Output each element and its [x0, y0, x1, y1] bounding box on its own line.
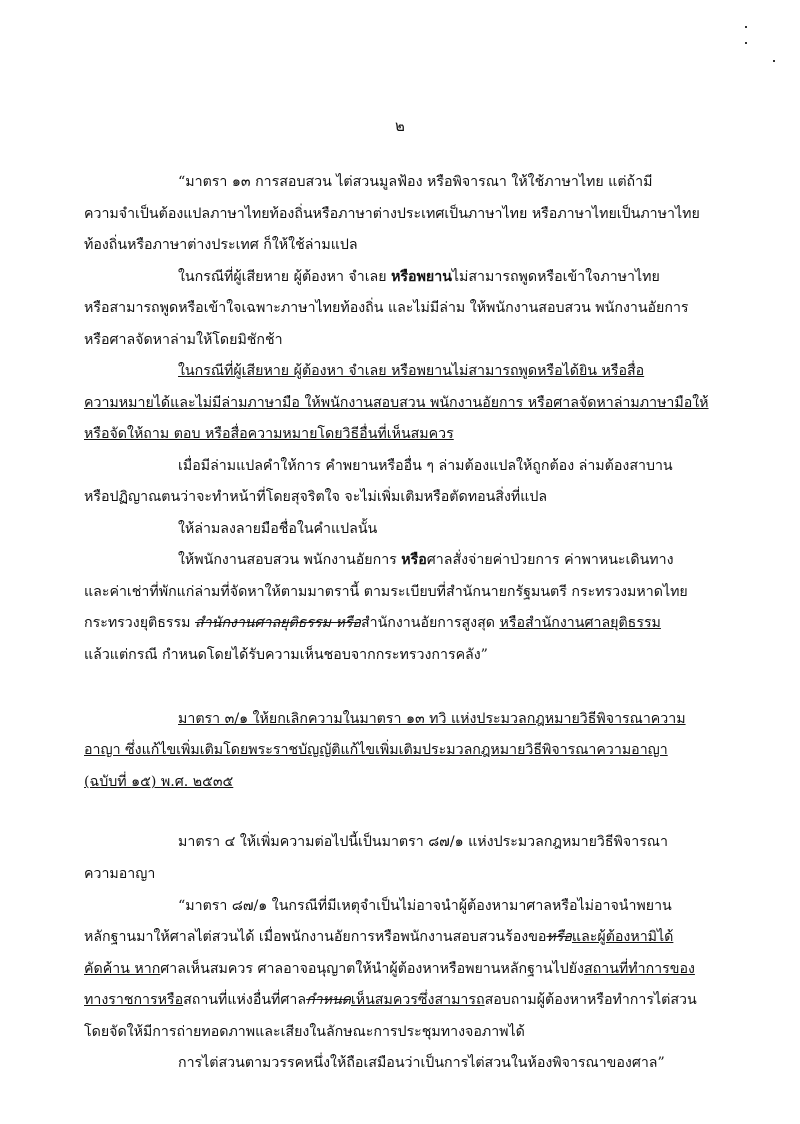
- text-segment: แล้วแต่กรณี กำหนดโดยได้รับความเห็นชอบจากกระทรวงการคลัง”: [84, 647, 488, 663]
- text-line: [178, 456, 673, 476]
- text-line: [178, 267, 660, 287]
- text-segment: ในกรณีที่ผู้เสียหาย ผู้ต้องหา จำเลย: [178, 269, 392, 285]
- text-line: [178, 361, 644, 381]
- text-line: [84, 487, 547, 507]
- scan-speck: [773, 60, 775, 62]
- text-line: [178, 709, 686, 729]
- text-segment: อาญา ซึ่งแก้ไขเพิ่มเติมโดยพระราชบัญญัติแก้ไขเพิ่มเติมประมวลกฎหมายวิธีพิจารณาความอาญา: [84, 742, 668, 758]
- text-segment: มาตรา ๔ ให้เพิ่มความต่อไปนี้เป็นมาตรา ๘๗/๑ แห่งประมวลกฎหมายวิธีพิจารณา: [178, 834, 668, 850]
- text-segment: ให้ล่ามลงลายมือชื่อในคำแปลนั้น: [178, 521, 378, 537]
- text-segment: สำนักงานอัยการสูงสุด: [360, 615, 500, 631]
- text-line: [178, 896, 672, 916]
- scan-speck: [745, 42, 747, 44]
- page-number: ๒: [395, 117, 405, 135]
- text-line: [84, 990, 697, 1010]
- text-segment: ความจำเป็นต้องแปลภาษาไทยท้องถิ่นหรือภาษาต่างประเทศเป็นภาษาไทย หรือภาษาไทยเป็นภาษาไทย: [84, 206, 700, 222]
- text-segment: หรือสำนักงานศาลยุติธรรม: [499, 615, 661, 631]
- text-segment: การไต่สวนตามวรรคหนึ่งให้ถือเสมือนว่าเป็นการไต่สวนในห้องพิจารณาของศาล”: [178, 1055, 665, 1071]
- text-line: [84, 235, 358, 255]
- text-segment: สอบถามผู้ต้องหาหรือทำการไต่สวน: [484, 992, 697, 1008]
- text-segment: (ฉบับที่ ๑๕) พ.ศ. ๒๕๓๕: [84, 774, 234, 790]
- text-segment: ไม่สามารถพูดหรือเข้าใจภาษาไทย: [451, 269, 660, 285]
- text-line: [84, 645, 488, 665]
- text-segment: กำหนด: [306, 992, 351, 1008]
- text-line: [84, 959, 695, 979]
- text-segment: กระทรวงยุติธรรม: [84, 615, 195, 631]
- text-segment: หลักฐานมาให้ศาลไต่สวนได้ เมื่อพนักงานอัยการหรือพนักงานสอบสวนร้องขอ: [84, 929, 547, 945]
- text-line: [178, 1053, 665, 1073]
- text-segment: หรือศาลจัดหาล่ามให้โดยมิชักช้า: [84, 332, 283, 348]
- text-segment: ความอาญา: [84, 866, 156, 882]
- text-line: [178, 550, 674, 570]
- text-segment: ทางราชการหรือ: [84, 992, 184, 1008]
- text-segment: ศาลเห็นสมควร ศาลอาจอนุญาตให้นำผู้ต้องหาหรือพยานหลักฐานไปยัง: [160, 961, 584, 977]
- text-segment: ในกรณีที่ผู้เสียหาย ผู้ต้องหา จำเลย หรือพยานไม่สามารถพูดหรือได้ยิน หรือสื่อ: [178, 363, 645, 379]
- text-line: [84, 424, 454, 444]
- text-segment: มาตรา ๓/๑ ให้ยกเลิกความในมาตรา ๑๓ ทวิ แห่งประมวลกฎหมายวิธีพิจารณาความ: [178, 711, 686, 727]
- text-segment: สำนักงานศาลยุติธรรม หรือ: [195, 615, 361, 631]
- text-segment: และค่าเช่าที่พักแก่ล่ามที่จัดหาให้ตามมาตรานี้ ตามระเบียบที่สำนักนายกรัฐมนตรี กระทรวงมหาดไทย: [84, 584, 688, 600]
- text-line: [84, 1022, 525, 1042]
- text-segment: คัดค้าน หาก: [84, 961, 161, 977]
- text-line: [178, 172, 652, 192]
- text-segment: หรือสามารถพูดหรือเข้าใจเฉพาะภาษาไทยท้องถิ่น และไม่มีล่าม ให้พนักงานสอบสวน พนักงานอัยการ: [84, 300, 689, 316]
- text-line: [178, 832, 668, 852]
- text-line: [84, 298, 689, 318]
- text-line: [84, 927, 673, 947]
- text-segment: สถานที่แห่งอื่นที่ศาล: [183, 992, 307, 1008]
- text-segment: ท้องถิ่นหรือภาษาต่างประเทศ ก็ให้ใช้ล่ามแปล: [84, 237, 358, 253]
- text-segment: หรือพยาน: [391, 269, 452, 285]
- text-segment: เมื่อมีล่ามแปลคำให้การ คำพยานหรืออื่น ๆ ล่ามต้องแปลให้ถูกต้อง ล่ามต้องสาบาน: [178, 458, 673, 474]
- text-segment: สถานที่ทำการของ: [583, 961, 695, 977]
- text-segment: หรือปฏิญาณตนว่าจะทำหน้าที่โดยสุจริตใจ จะไม่เพิ่มเติมหรือตัดทอนสิ่งที่แปล: [84, 489, 548, 505]
- text-segment: “มาตรา ๑๓ การสอบสวน ไต่สวนมูลฟ้อง หรือพิจารณา ให้ใช้ภาษาไทย แต่ถ้ามี: [178, 174, 653, 190]
- text-segment: เห็นสมควรซึ่งสามารถ: [350, 992, 485, 1008]
- text-line: [84, 613, 661, 633]
- text-segment: หรือจัดให้ถาม ตอบ หรือสื่อความหมายโดยวิธีอื่นที่เห็นสมควร: [84, 426, 454, 442]
- text-segment: โดยจัดให้มีการถ่ายทอดภาพและเสียงในลักษณะการประชุมทางจอภาพได้: [84, 1024, 525, 1040]
- text-segment: ความหมายได้และไม่มีล่ามภาษามือ ให้พนักงานสอบสวน พนักงานอัยการ หรือศาลจัดหาล่ามภาษามือให้: [84, 395, 709, 411]
- scan-speck: [745, 26, 747, 28]
- text-line: [84, 864, 155, 884]
- text-segment: หรือ: [401, 552, 427, 568]
- text-line: [84, 204, 700, 224]
- text-line: [84, 393, 709, 413]
- text-line: [84, 330, 283, 350]
- text-line: [84, 740, 668, 760]
- text-segment: ศาลสั่งจ่ายค่าป่วยการ ค่าพาหนะเดินทาง: [426, 552, 674, 568]
- text-segment: ให้พนักงานสอบสวน พนักงานอัยการ: [178, 552, 402, 568]
- text-segment: และผู้ต้องหามิได้: [571, 929, 674, 945]
- text-line: [178, 519, 377, 539]
- text-line: [84, 772, 233, 792]
- text-segment: หรือ: [546, 929, 572, 945]
- text-line: [84, 582, 688, 602]
- text-segment: “มาตรา ๘๗/๑ ในกรณีที่มีเหตุจำเป็นไม่อาจนำผู้ต้องหามาศาลหรือไม่อาจนำพยาน: [178, 898, 672, 914]
